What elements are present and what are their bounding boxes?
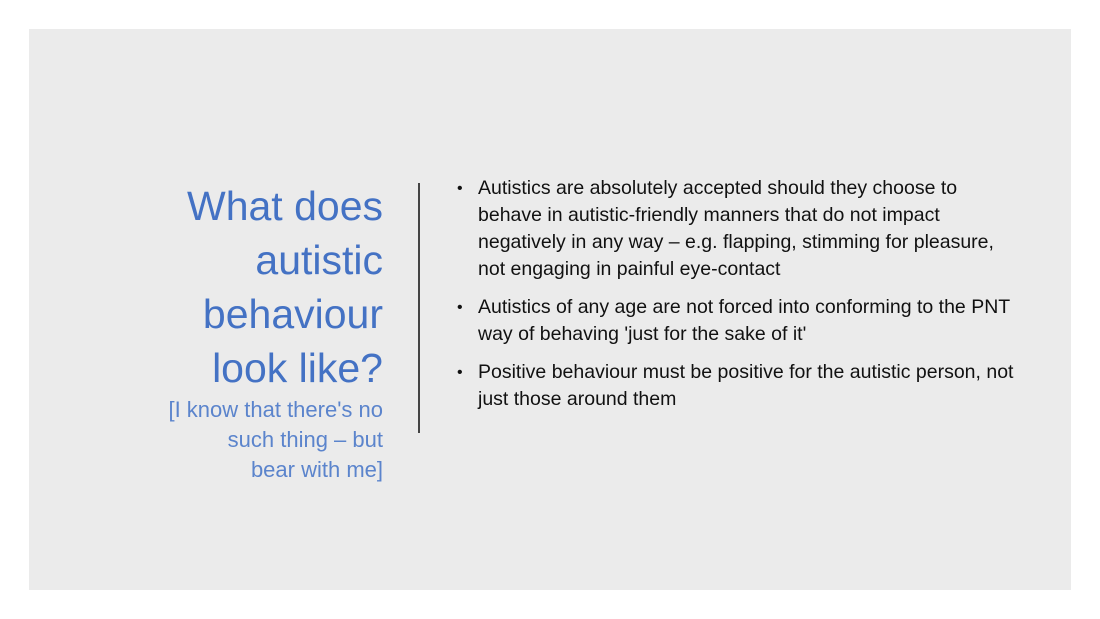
slide-subtitle (109, 395, 383, 485)
bullet-list (455, 175, 1015, 424)
title-line: What does (187, 183, 383, 229)
title-block (109, 179, 383, 485)
bullet-text: Autistics of any age are not forced into conforming to the PNT way of behaving 'just for the sake of it' (478, 296, 1010, 345)
bullet-icon: • (457, 364, 463, 381)
bullet-item (455, 175, 1015, 283)
bullet-icon: • (457, 180, 463, 197)
bullet-text: Positive behaviour must be positive for the autistic person, not just those around them (478, 361, 1014, 410)
vertical-divider (418, 183, 420, 433)
subtitle-line: bear with me] (250, 457, 383, 482)
title-line: autistic (255, 237, 383, 283)
title-line: look like? (212, 345, 383, 391)
bullet-text: Autistics are absolutely accepted should they choose to behave in autistic-friendly manners that do not impact negatively in any way – e.g. flapping, stimming for pleasure, not engaging in painful eye-contact (478, 177, 994, 280)
subtitle-line: [I know that there's no (168, 397, 383, 422)
subtitle-line: such thing – but (227, 427, 383, 452)
bullet-icon: • (457, 299, 463, 316)
slide-title (109, 179, 383, 395)
bullet-item (455, 359, 1015, 413)
bullet-item (455, 294, 1015, 348)
slide (29, 29, 1071, 590)
title-line: behaviour (202, 291, 383, 337)
